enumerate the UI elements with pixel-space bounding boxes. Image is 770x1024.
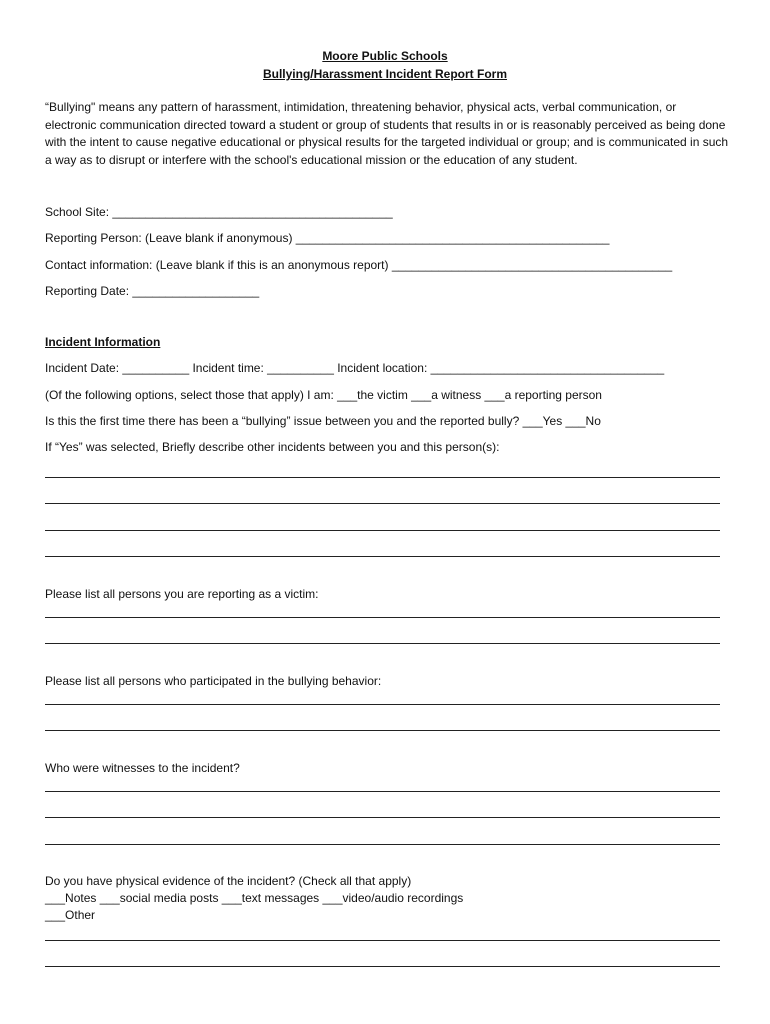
answer-line[interactable] [45,503,720,504]
bullying-definition: “Bullying" means any pattern of harassment, intimidation, threatening behavior, physical acts, verbal communication, or electronic communication directed toward a student or group of students that results in or is reasonably perceived as being done with the intent to cause negative educational or physical results for the targeted individual or group; and is communicated in such a way as to disrupt or interfere with the school's educational mission or the education of any student. [45,100,729,167]
reporting-date-field[interactable]: Reporting Date: ___________________ [45,284,260,298]
incident-information-heading: Incident Information [45,335,161,349]
first-time-question[interactable]: Is this the first time there has been a “bullying” issue between you and the reported bully? ___Yes ___No [45,414,601,428]
answer-line[interactable] [45,844,720,845]
answer-line[interactable] [45,643,720,644]
answer-line[interactable] [45,817,720,818]
answer-line[interactable] [45,940,720,941]
school-site-field[interactable]: School Site: __________________________________________ [45,205,393,219]
evidence-other-option[interactable]: ___Other [45,908,96,922]
form-title: Bullying/Harassment Incident Report Form [262,67,508,81]
answer-line[interactable] [45,617,720,618]
incident-date-time-location-fields[interactable]: Incident Date: __________ Incident time: __________ Incident location: ___________________________________ [45,361,665,375]
physical-evidence-question: Do you have physical evidence of the incident? (Check all that apply) [45,874,412,888]
form-org-title: Moore Public Schools [322,49,448,63]
evidence-options[interactable]: ___Notes ___social media posts ___text messages ___video/audio recordings [45,891,464,905]
answer-line[interactable] [45,704,720,705]
describe-other-incidents-prompt: If “Yes” was selected, Briefly describe other incidents between you and this person(s): [45,440,500,454]
answer-line[interactable] [45,791,720,792]
participants-prompt: Please list all persons who participated in the bullying behavior: [45,674,382,688]
witnesses-prompt: Who were witnesses to the incident? [45,761,240,775]
reporting-person-field[interactable]: Reporting Person: (Leave blank if anonymous) _______________________________________________ [45,231,610,245]
answer-line[interactable] [45,556,720,557]
contact-information-field[interactable]: Contact information: (Leave blank if this is an anonymous report) __________________________________________ [45,258,673,272]
reporter-role-options[interactable]: (Of the following options, select those that apply) I am: ___the victim ___a witness ___a reporting person [45,388,602,402]
answer-line[interactable] [45,730,720,731]
victims-prompt: Please list all persons you are reporting as a victim: [45,587,319,601]
answer-line[interactable] [45,530,720,531]
answer-line[interactable] [45,966,720,967]
answer-line[interactable] [45,477,720,478]
